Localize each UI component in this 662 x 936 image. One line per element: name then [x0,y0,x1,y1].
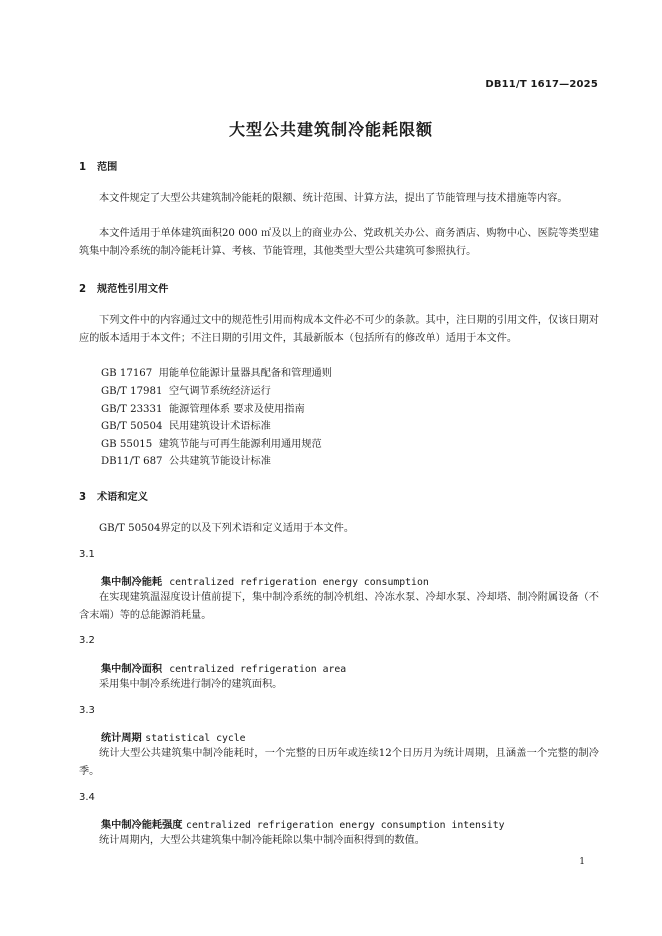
term-en: centralized refrigeration area [169,664,347,675]
term-zh: 集中制冷能耗强度 [101,820,183,831]
page-number: 1 [579,857,585,867]
term-en: centralized refrigeration energy consumption intensity [186,820,505,831]
section-number: 3 [79,492,87,503]
section-title: 术语和定义 [97,492,148,503]
reference-item: GB/T 23331 能源管理体系 要求及使用指南 [101,404,305,415]
section-heading-terms [79,488,148,503]
references-intro-paragraph: 下列文件中的内容通过文中的规范性引用而构成本文件必不可少的条款。其中，注日期的引用文件，仅该日期对应的版本适用于本文件；不注日期的引用文件，其最新版本（包括所有的修改单）适用于本文件。 [79,315,599,344]
term-zh: 集中制冷能耗 [101,577,163,588]
term-number: 3.4 [79,792,95,803]
reference-item: GB 55015 建筑节能与可再生能源利用通用规范 [101,439,322,450]
section-title: 范围 [97,162,118,173]
term-definition: 统计周期内，大型公共建筑集中制冷能耗除以集中制冷面积得到的数值。 [99,835,425,846]
term-title [101,660,346,675]
term-title [101,816,505,831]
term-definition: 在实现建筑温湿度设计值前提下，集中制冷系统的制冷机组、冷冻水泵、冷却水泵、冷却塔、制冷附属设备（不含末端）等的总能源消耗量。 [79,592,599,621]
term-en: centralized refrigeration energy consumption [169,577,429,588]
term-zh: 统计周期 [101,733,142,744]
document-title: 大型公共建筑制冷能耗限额 [228,120,433,139]
section-heading-scope [79,158,117,173]
term-zh: 集中制冷面积 [101,664,163,675]
reference-item: GB 17167 用能单位能源计量器具配备和管理通则 [101,368,332,379]
scope-paragraph-2: 本文件适用于单体建筑面积20 000 ㎡及以上的商业办公、党政机关办公、商务酒店、购物中心、医院等类型建筑集中制冷系统的制冷能耗计算、考核、节能管理，其他类型大型公共建筑可参照执行。 [79,228,599,257]
section-number: 2 [79,284,87,295]
term-definition: 统计大型公共建筑集中制冷能耗时，一个完整的日历年或连续12个日历月为统计周期，且涵盖一个完整的制冷季。 [79,748,599,777]
term-title [101,729,246,744]
term-definition: 采用集中制冷系统进行制冷的建筑面积。 [99,679,283,690]
section-number: 1 [79,162,87,173]
document-code: DB11/T 1617—2025 [485,79,598,90]
terms-intro-paragraph: GB/T 50504界定的以及下列术语和定义适用于本文件。 [99,523,355,534]
section-title: 规范性引用文件 [97,284,169,295]
term-title [101,573,429,588]
reference-item: DB11/T 687 公共建筑节能设计标准 [101,456,271,467]
reference-item: GB/T 17981 空气调节系统经济运行 [101,386,271,397]
scope-paragraph-1: 本文件规定了大型公共建筑制冷能耗的限额、统计范围、计算方法，提出了节能管理与技术措施等内容。 [99,193,568,204]
term-number: 3.2 [79,635,95,646]
term-number: 3.1 [79,549,95,560]
term-en: statistical cycle [145,733,246,744]
term-number: 3.3 [79,705,95,716]
section-heading-normative-references [79,280,168,295]
reference-item: GB/T 50504 民用建筑设计术语标准 [101,421,271,432]
